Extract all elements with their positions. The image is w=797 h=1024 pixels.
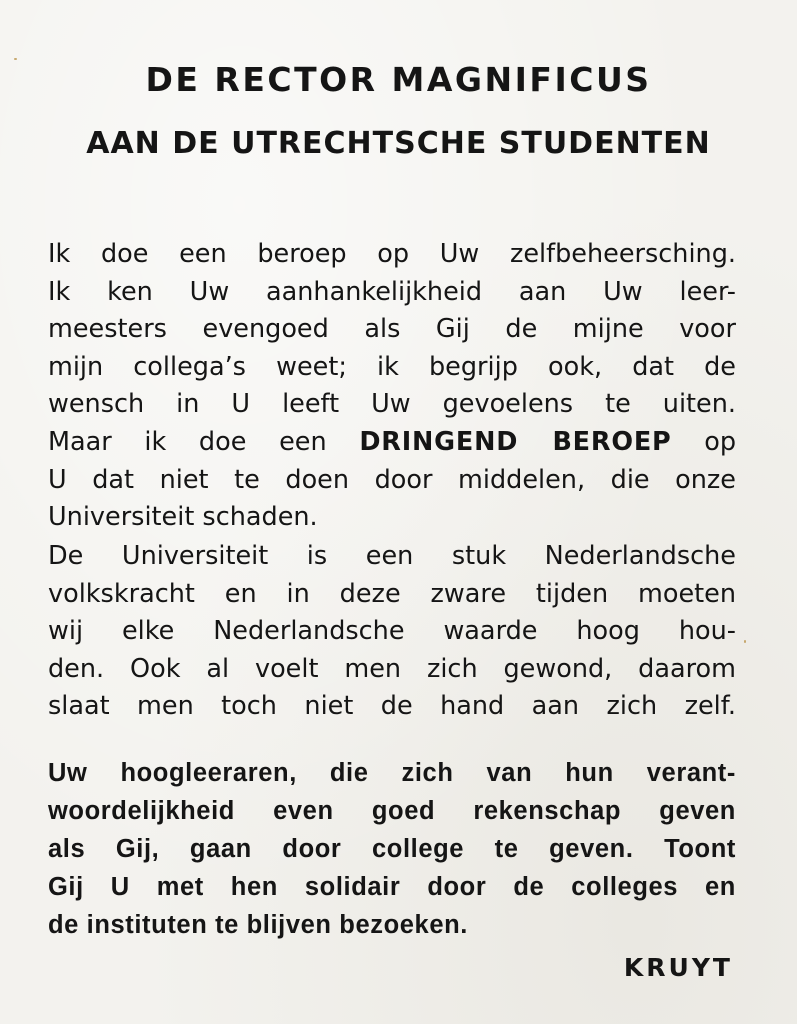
text-line: meesters evengoed als Gij de mijne voor [48, 314, 736, 345]
text-line: Universiteit schaden. [48, 502, 318, 533]
notice-subtitle: AAN DE UTRECHTSCHE STUDENTEN [86, 126, 711, 161]
text-line: den. Ook al voelt men zich gewond, daarom [48, 653, 736, 684]
paper-speck [14, 58, 17, 60]
paragraph-professors [48, 754, 736, 944]
text-line: mijn collega’s weet; ik begrijp ook, dat de [48, 351, 736, 382]
text-line: wij elke Nederlandsche waarde hoog hou- [48, 616, 736, 647]
text-line: Ik ken Uw aanhankelijkheid aan Uw leer- [48, 276, 736, 307]
text-fragment: op [704, 426, 737, 457]
text-line: woordelijkheid even goed rekenschap geven [48, 797, 736, 825]
text-fragment: Maar ik doe een [48, 426, 327, 457]
paper-speck [744, 640, 746, 643]
paragraph-appeal [48, 236, 736, 537]
text-line: Uw hoogleeraren, die zich van hun verant- [48, 759, 736, 787]
text-line: volkskracht en in deze zware tijden moeten [48, 578, 736, 609]
text-line: Gij U met hen solidair door de colleges en [48, 873, 736, 901]
emphasis-dringend-beroep: DRINGEND BEROEP [359, 426, 672, 457]
notice-title: DE RECTOR MAGNIFICUS [145, 60, 652, 99]
text-line: U dat niet te doen door middelen, die onze [48, 464, 736, 495]
text-line: de instituten te blijven bezoeken. [48, 911, 468, 939]
text-line-with-emphasis [48, 424, 736, 462]
signature: KRUYT [623, 953, 733, 982]
text-line: als Gij, gaan door college te geven. Toont [48, 835, 736, 863]
text-line: Ik doe een beroep op Uw zelfbeheersching. [48, 239, 736, 269]
text-line: De Universiteit is een stuk Nederlandsche [48, 541, 736, 571]
text-line: wensch in U leeft Uw gevoelens te uiten. [48, 389, 736, 420]
text-line: slaat men toch niet de hand aan zich zelf. [48, 691, 736, 722]
paragraph-university [48, 538, 736, 726]
